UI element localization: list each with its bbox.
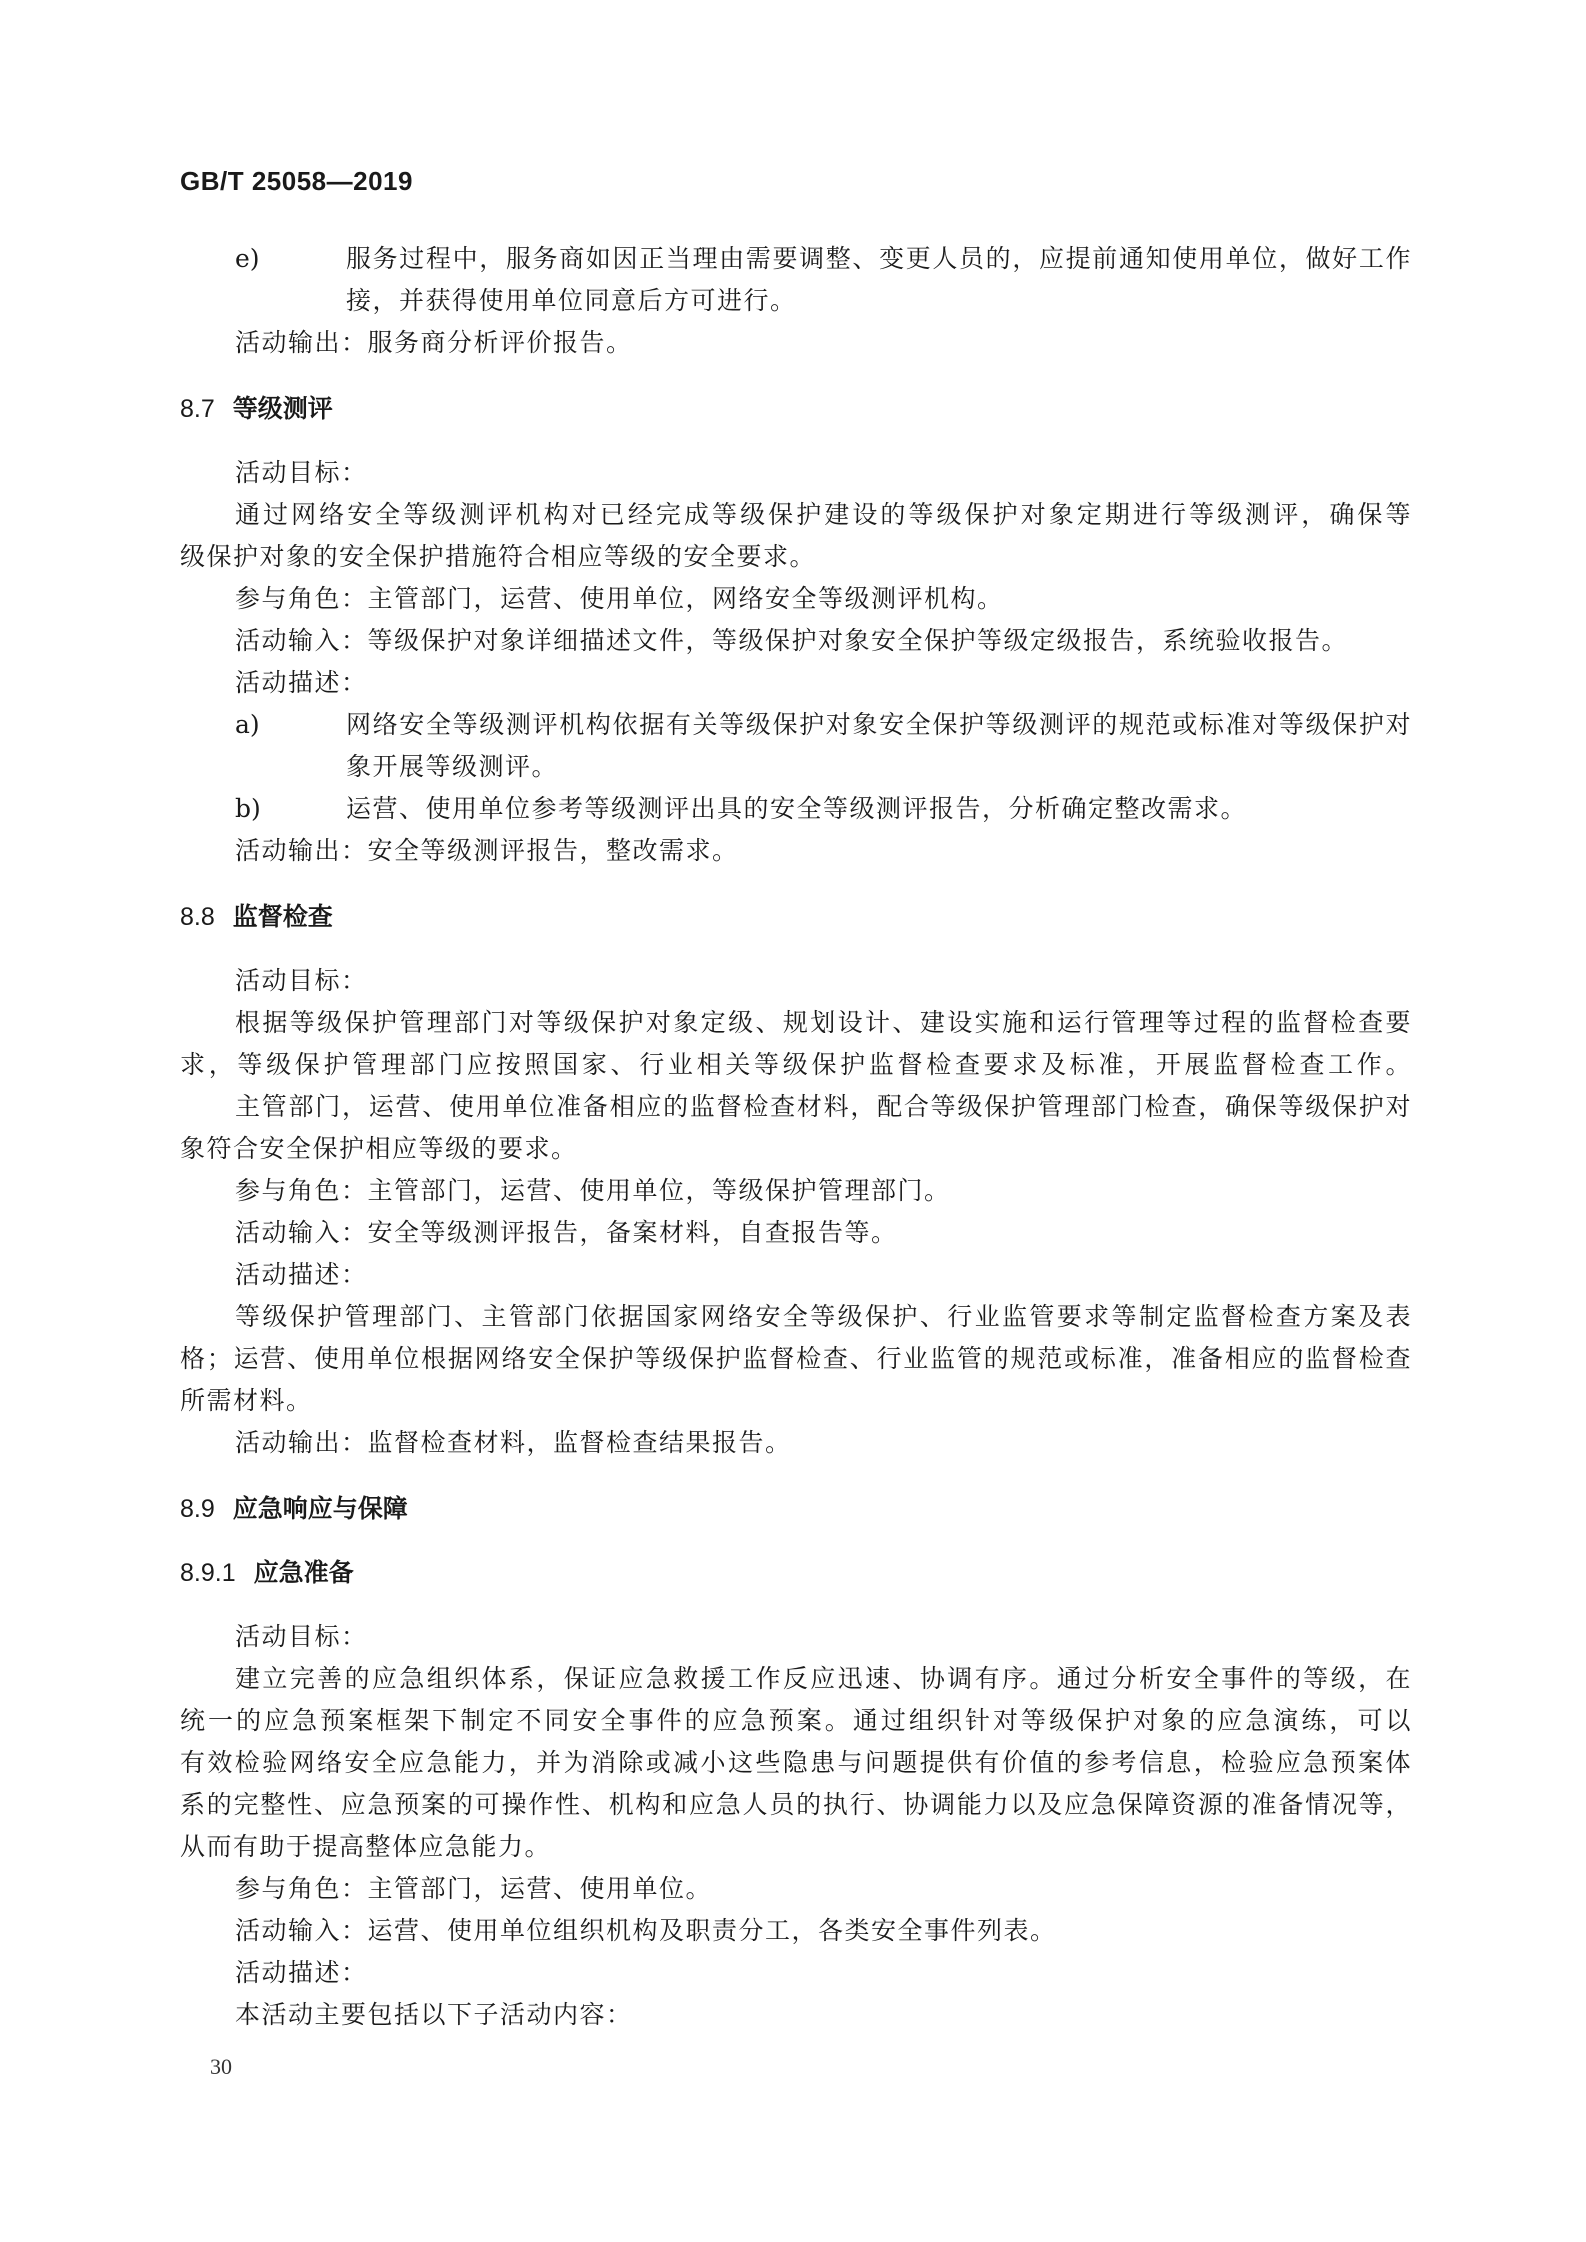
page-number: 30 [210, 2054, 232, 2079]
section-heading-8-7 [180, 388, 1412, 430]
section-title: 应急响应与保障 [232, 1494, 408, 1523]
paragraph-line: 有效检验网络安全应急能力，并为消除或减小这些隐患与问题提供有价值的参考信息，检验应急预案体 [180, 1748, 1412, 1777]
paragraph-line: 所需材料。 [180, 1386, 313, 1415]
paragraph-line: 从而有助于提高整体应急能力。 [180, 1832, 552, 1861]
paragraph-line: 服务过程中，服务商如因正当理由需要调整、变更人员的，应提前通知使用单位，做好工作 [346, 244, 1412, 273]
section-heading-8-8 [180, 896, 1412, 938]
paragraph-line: 等级保护管理部门、主管部门依据国家网络安全等级保护、行业监管要求等制定监督检查方案及表 [235, 1302, 1412, 1331]
list-marker: b) [235, 794, 261, 823]
list-marker: e) [235, 244, 260, 273]
paragraph-line: 象开展等级测评。 [346, 752, 559, 781]
activity-desc-label: 活动描述： [235, 1958, 368, 1987]
page-content [180, 238, 1412, 2036]
activity-goal-label: 活动目标： [235, 1622, 368, 1651]
section-number: 8.9.1 [180, 1559, 236, 1587]
paragraph-line: 接，并获得使用单位同意后方可进行。 [346, 286, 797, 315]
activity-goal-label: 活动目标： [235, 966, 368, 995]
list-item-a [180, 704, 1412, 788]
activity-roles: 参与角色：主管部门，运营、使用单位。 [235, 1874, 713, 1903]
activity-output: 活动输出：监督检查材料，监督检查结果报告。 [235, 1428, 792, 1457]
paragraph-line: 求，等级保护管理部门应按照国家、行业相关等级保护监督检查要求及标准，开展监督检查工作。 [180, 1050, 1412, 1079]
paragraph-line: 通过网络安全等级测评机构对已经完成等级保护建设的等级保护对象定期进行等级测评，确保等 [235, 500, 1412, 529]
activity-output: 活动输出：服务商分析评价报告。 [235, 328, 633, 357]
section-heading-8-9-1 [180, 1552, 1412, 1594]
paragraph-line: 系的完整性、应急预案的可操作性、机构和应急人员的执行、协调能力以及应急保障资源的准备情况等， [180, 1790, 1412, 1819]
section-number: 8.9 [180, 1495, 215, 1523]
activity-input: 活动输入：运营、使用单位组织机构及职责分工，各类安全事件列表。 [235, 1916, 1057, 1945]
section-heading-8-9 [180, 1488, 1412, 1530]
activity-intro: 本活动主要包括以下子活动内容： [235, 2000, 633, 2029]
list-item-e [180, 238, 1412, 322]
paragraph-line: 格；运营、使用单位根据网络安全保护等级保护监督检查、行业监管的规范或标准，准备相应的监督检查 [180, 1344, 1412, 1373]
activity-output: 活动输出：安全等级测评报告，整改需求。 [235, 836, 739, 865]
activity-desc-label: 活动描述： [235, 1260, 368, 1289]
section-title: 应急准备 [253, 1558, 354, 1587]
paragraph-line: 象符合安全保护相应等级的要求。 [180, 1134, 578, 1163]
list-item-b [180, 788, 1412, 830]
paragraph-line: 根据等级保护管理部门对等级保护对象定级、规划设计、建设实施和运行管理等过程的监督检查要 [235, 1008, 1412, 1037]
paragraph-line: 网络安全等级测评机构依据有关等级保护对象安全保护等级测评的规范或标准对等级保护对 [346, 710, 1412, 739]
section-number: 8.8 [180, 903, 215, 931]
paragraph-line: 统一的应急预案框架下制定不同安全事件的应急预案。通过组织针对等级保护对象的应急演练，可以 [180, 1706, 1412, 1735]
activity-input: 活动输入：安全等级测评报告，备案材料，自查报告等。 [235, 1218, 898, 1247]
paragraph-line: 建立完善的应急组织体系，保证应急救援工作反应迅速、协调有序。通过分析安全事件的等级，在 [235, 1664, 1412, 1693]
paragraph-line: 运营、使用单位参考等级测评出具的安全等级测评报告，分析确定整改需求。 [346, 794, 1248, 823]
list-marker: a) [235, 710, 260, 739]
section-title: 等级测评 [232, 394, 333, 423]
activity-goal-label: 活动目标： [235, 458, 368, 487]
activity-roles: 参与角色：主管部门，运营、使用单位，等级保护管理部门。 [235, 1176, 951, 1205]
paragraph-line: 级保护对象的安全保护措施符合相应等级的安全要求。 [180, 542, 817, 571]
paragraph-line: 主管部门，运营、使用单位准备相应的监督检查材料，配合等级保护管理部门检查，确保等级保护对 [235, 1092, 1412, 1121]
activity-desc-label: 活动描述： [235, 668, 368, 697]
activity-input: 活动输入：等级保护对象详细描述文件，等级保护对象安全保护等级定级报告，系统验收报告。 [235, 626, 1349, 655]
standard-code-header: GB/T 25058—2019 [180, 166, 413, 196]
section-title: 监督检查 [232, 902, 333, 931]
section-number: 8.7 [180, 395, 215, 423]
activity-roles: 参与角色：主管部门，运营、使用单位，网络安全等级测评机构。 [235, 584, 1004, 613]
